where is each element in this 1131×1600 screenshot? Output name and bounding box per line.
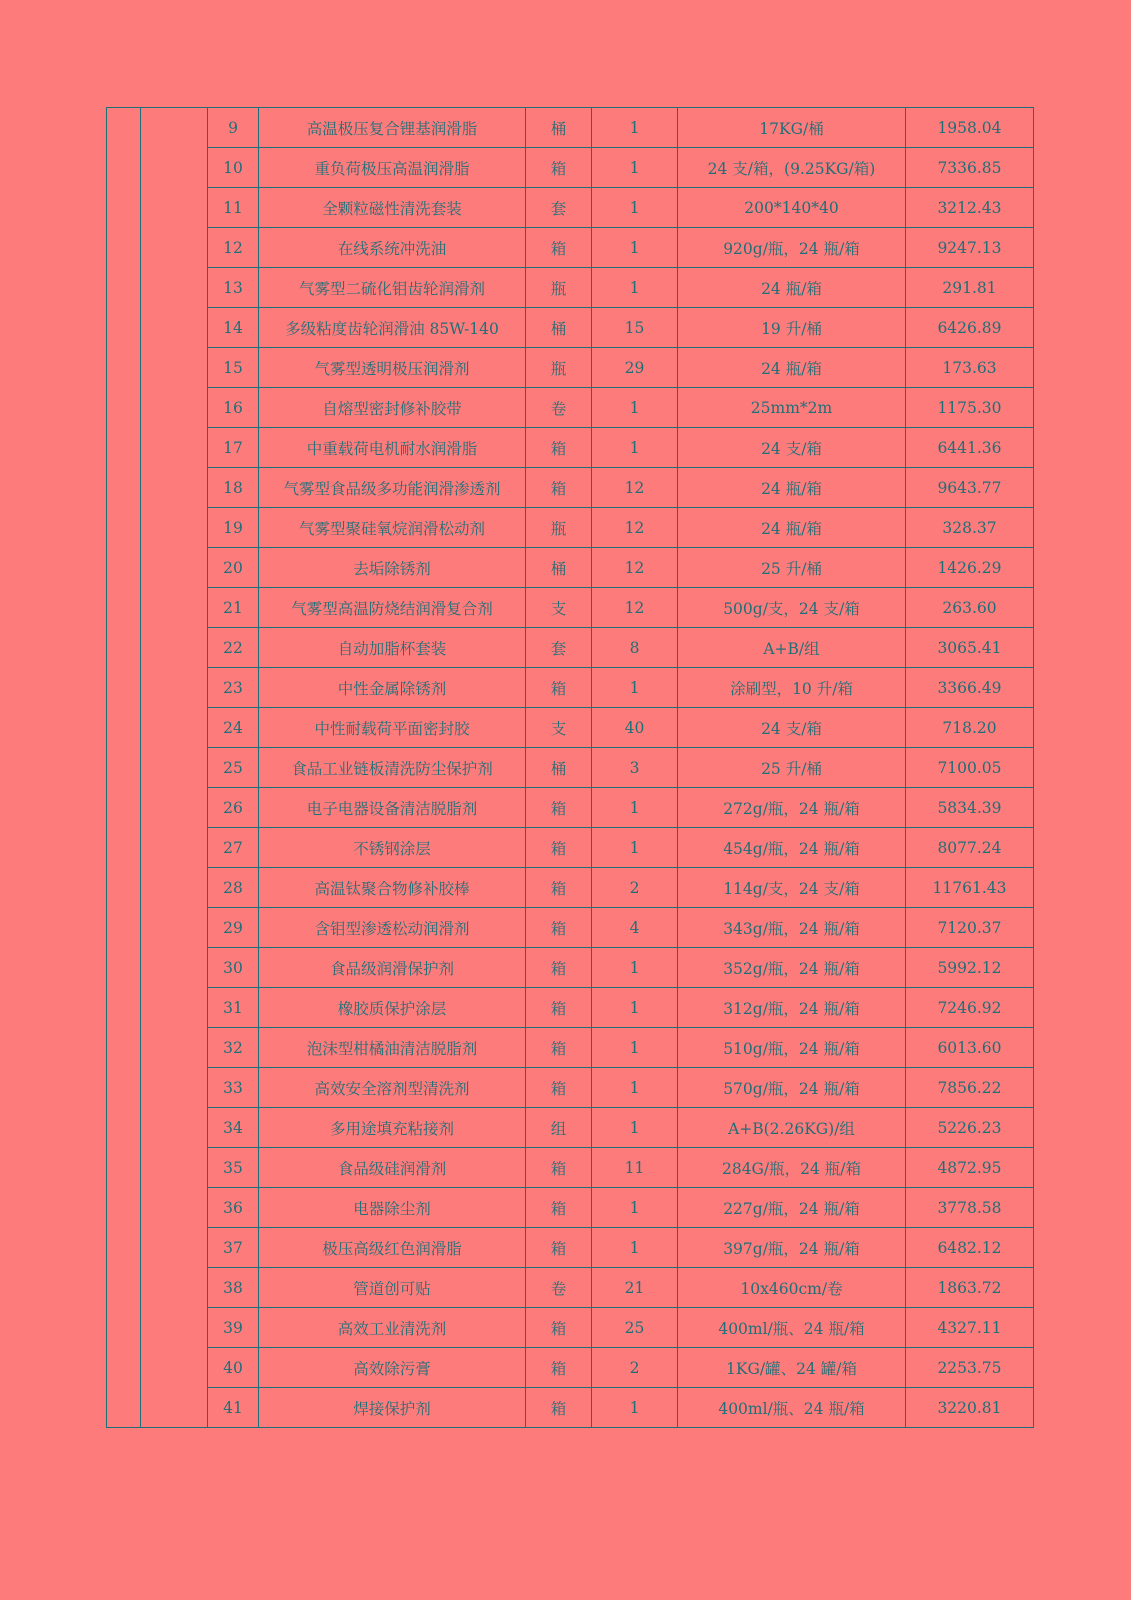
price-cell: 1958.04 — [906, 108, 1034, 148]
unit-cell: 卷 — [526, 388, 592, 428]
table-row — [107, 1148, 1034, 1188]
product-name-cell: 自熔型密封修补胶带 — [259, 388, 526, 428]
table-row — [107, 708, 1034, 748]
table-row — [107, 988, 1034, 1028]
row-number-cell: 18 — [208, 468, 259, 508]
table-row — [107, 828, 1034, 868]
product-name-cell: 高效除污膏 — [259, 1348, 526, 1388]
unit-cell: 箱 — [526, 1148, 592, 1188]
product-name-cell: 气雾型食品级多功能润滑渗透剂 — [259, 468, 526, 508]
specification-cell: 19 升/桶 — [678, 308, 906, 348]
unit-cell: 箱 — [526, 148, 592, 188]
table-row — [107, 188, 1034, 228]
product-name-cell: 多用途填充粘接剂 — [259, 1108, 526, 1148]
product-name-cell: 管道创可贴 — [259, 1268, 526, 1308]
quantity-cell: 2 — [592, 868, 678, 908]
table-row — [107, 548, 1034, 588]
price-cell: 4327.11 — [906, 1308, 1034, 1348]
price-cell: 173.63 — [906, 348, 1034, 388]
price-cell: 328.37 — [906, 508, 1034, 548]
quantity-cell: 1 — [592, 428, 678, 468]
row-number-cell: 15 — [208, 348, 259, 388]
unit-cell: 桶 — [526, 748, 592, 788]
specification-cell: A+B(2.26KG)/组 — [678, 1108, 906, 1148]
row-number-cell: 19 — [208, 508, 259, 548]
product-name-cell: 全颗粒磁性清洗套装 — [259, 188, 526, 228]
price-cell: 3065.41 — [906, 628, 1034, 668]
product-name-cell: 高效工业清洗剂 — [259, 1308, 526, 1348]
table-row — [107, 308, 1034, 348]
table-row — [107, 908, 1034, 948]
table-row — [107, 1108, 1034, 1148]
price-cell: 263.60 — [906, 588, 1034, 628]
specification-cell: 24 支/箱 — [678, 708, 906, 748]
quantity-cell: 1 — [592, 1188, 678, 1228]
product-name-cell: 中重载荷电机耐水润滑脂 — [259, 428, 526, 468]
table-row — [107, 1268, 1034, 1308]
quantity-cell: 29 — [592, 348, 678, 388]
product-name-cell: 在线系统冲洗油 — [259, 228, 526, 268]
table-row — [107, 428, 1034, 468]
price-cell: 3220.81 — [906, 1388, 1034, 1428]
price-cell: 5834.39 — [906, 788, 1034, 828]
price-cell: 8077.24 — [906, 828, 1034, 868]
unit-cell: 桶 — [526, 108, 592, 148]
table-row — [107, 388, 1034, 428]
price-cell: 7246.92 — [906, 988, 1034, 1028]
quantity-cell: 1 — [592, 948, 678, 988]
price-cell: 718.20 — [906, 708, 1034, 748]
product-name-cell: 电子电器设备清洁脱脂剂 — [259, 788, 526, 828]
row-number-cell: 29 — [208, 908, 259, 948]
specification-cell: 24 瓶/箱 — [678, 268, 906, 308]
product-name-cell: 中性耐载荷平面密封胶 — [259, 708, 526, 748]
quantity-cell: 1 — [592, 1388, 678, 1428]
unit-cell: 箱 — [526, 948, 592, 988]
quantity-cell: 12 — [592, 508, 678, 548]
quantity-cell: 15 — [592, 308, 678, 348]
specification-cell: 24 支/箱 — [678, 428, 906, 468]
row-number-cell: 24 — [208, 708, 259, 748]
unit-cell: 箱 — [526, 1228, 592, 1268]
quantity-cell: 11 — [592, 1148, 678, 1188]
row-number-cell: 17 — [208, 428, 259, 468]
table-row — [107, 1188, 1034, 1228]
product-name-cell: 自动加脂杯套装 — [259, 628, 526, 668]
price-cell: 5226.23 — [906, 1108, 1034, 1148]
product-name-cell: 焊接保护剂 — [259, 1388, 526, 1428]
table-body — [107, 108, 1034, 1428]
table-row — [107, 668, 1034, 708]
row-number-cell: 28 — [208, 868, 259, 908]
table-row — [107, 628, 1034, 668]
price-cell: 3778.58 — [906, 1188, 1034, 1228]
unit-cell: 箱 — [526, 1308, 592, 1348]
product-name-cell: 高效安全溶剂型清洗剂 — [259, 1068, 526, 1108]
specification-cell: 284G/瓶，24 瓶/箱 — [678, 1148, 906, 1188]
price-cell: 2253.75 — [906, 1348, 1034, 1388]
unit-cell: 瓶 — [526, 348, 592, 388]
price-cell: 9247.13 — [906, 228, 1034, 268]
row-number-cell: 22 — [208, 628, 259, 668]
quantity-cell: 1 — [592, 828, 678, 868]
specification-cell: 920g/瓶，24 瓶/箱 — [678, 228, 906, 268]
unit-cell: 箱 — [526, 1388, 592, 1428]
price-cell: 5992.12 — [906, 948, 1034, 988]
specification-cell: 24 瓶/箱 — [678, 348, 906, 388]
product-name-cell: 重负荷极压高温润滑脂 — [259, 148, 526, 188]
specification-cell: 10x460cm/卷 — [678, 1268, 906, 1308]
row-number-cell: 10 — [208, 148, 259, 188]
table-row — [107, 748, 1034, 788]
row-number-cell: 38 — [208, 1268, 259, 1308]
price-cell: 7336.85 — [906, 148, 1034, 188]
specification-cell: 570g/瓶，24 瓶/箱 — [678, 1068, 906, 1108]
table-row — [107, 108, 1034, 148]
price-cell: 4872.95 — [906, 1148, 1034, 1188]
row-number-cell: 21 — [208, 588, 259, 628]
specification-cell: 454g/瓶，24 瓶/箱 — [678, 828, 906, 868]
product-name-cell: 不锈钢涂层 — [259, 828, 526, 868]
price-cell: 6482.12 — [906, 1228, 1034, 1268]
quantity-cell: 1 — [592, 1108, 678, 1148]
row-number-cell: 34 — [208, 1108, 259, 1148]
price-cell: 6426.89 — [906, 308, 1034, 348]
quantity-cell: 3 — [592, 748, 678, 788]
specification-cell: 24 瓶/箱 — [678, 468, 906, 508]
specification-cell: 500g/支，24 支/箱 — [678, 588, 906, 628]
price-cell: 1863.72 — [906, 1268, 1034, 1308]
unit-cell: 箱 — [526, 1028, 592, 1068]
quantity-cell: 1 — [592, 228, 678, 268]
specification-cell: 25 升/桶 — [678, 548, 906, 588]
quantity-cell: 1 — [592, 668, 678, 708]
unit-cell: 箱 — [526, 868, 592, 908]
unit-cell: 箱 — [526, 1068, 592, 1108]
quantity-cell: 1 — [592, 788, 678, 828]
table-row — [107, 508, 1034, 548]
quantity-cell: 1 — [592, 1068, 678, 1108]
product-name-cell: 泡沫型柑橘油清洁脱脂剂 — [259, 1028, 526, 1068]
price-cell: 7100.05 — [906, 748, 1034, 788]
table-row — [107, 1228, 1034, 1268]
table-row — [107, 148, 1034, 188]
product-name-cell: 食品级硅润滑剂 — [259, 1148, 526, 1188]
product-name-cell: 气雾型聚硅氧烷润滑松动剂 — [259, 508, 526, 548]
unit-cell: 箱 — [526, 828, 592, 868]
row-number-cell: 33 — [208, 1068, 259, 1108]
table-row — [107, 1308, 1034, 1348]
specification-cell: 312g/瓶，24 瓶/箱 — [678, 988, 906, 1028]
merged-category-cell — [107, 108, 141, 1428]
table-row — [107, 788, 1034, 828]
product-name-cell: 食品工业链板清洗防尘保护剂 — [259, 748, 526, 788]
row-number-cell: 35 — [208, 1148, 259, 1188]
row-number-cell: 40 — [208, 1348, 259, 1388]
quantity-cell: 2 — [592, 1348, 678, 1388]
row-number-cell: 31 — [208, 988, 259, 1028]
row-number-cell: 39 — [208, 1308, 259, 1348]
table-row — [107, 1068, 1034, 1108]
table-row — [107, 1028, 1034, 1068]
unit-cell: 箱 — [526, 468, 592, 508]
product-name-cell: 气雾型高温防烧结润滑复合剂 — [259, 588, 526, 628]
row-number-cell: 16 — [208, 388, 259, 428]
table-row — [107, 1348, 1034, 1388]
row-number-cell: 20 — [208, 548, 259, 588]
quantity-cell: 1 — [592, 988, 678, 1028]
product-price-table — [106, 107, 1034, 1428]
price-cell: 6013.60 — [906, 1028, 1034, 1068]
specification-cell: 114g/支，24 支/箱 — [678, 868, 906, 908]
specification-cell: 25mm*2m — [678, 388, 906, 428]
unit-cell: 箱 — [526, 1348, 592, 1388]
quantity-cell: 4 — [592, 908, 678, 948]
row-number-cell: 37 — [208, 1228, 259, 1268]
quantity-cell: 1 — [592, 388, 678, 428]
quantity-cell: 21 — [592, 1268, 678, 1308]
quantity-cell: 12 — [592, 468, 678, 508]
unit-cell: 桶 — [526, 308, 592, 348]
price-cell: 3366.49 — [906, 668, 1034, 708]
table-row — [107, 588, 1034, 628]
row-number-cell: 13 — [208, 268, 259, 308]
unit-cell: 箱 — [526, 988, 592, 1028]
row-number-cell: 9 — [208, 108, 259, 148]
quantity-cell: 1 — [592, 188, 678, 228]
specification-cell: 17KG/桶 — [678, 108, 906, 148]
specification-cell: 400ml/瓶、24 瓶/箱 — [678, 1388, 906, 1428]
unit-cell: 箱 — [526, 668, 592, 708]
quantity-cell: 12 — [592, 588, 678, 628]
specification-cell: 343g/瓶，24 瓶/箱 — [678, 908, 906, 948]
price-cell: 291.81 — [906, 268, 1034, 308]
price-cell: 1175.30 — [906, 388, 1034, 428]
price-cell: 7856.22 — [906, 1068, 1034, 1108]
table-row — [107, 268, 1034, 308]
table-row — [107, 1388, 1034, 1428]
specification-cell: 200*140*40 — [678, 188, 906, 228]
price-cell: 1426.29 — [906, 548, 1034, 588]
specification-cell: 227g/瓶，24 瓶/箱 — [678, 1188, 906, 1228]
specification-cell: 涂刷型，10 升/箱 — [678, 668, 906, 708]
row-number-cell: 26 — [208, 788, 259, 828]
unit-cell: 箱 — [526, 428, 592, 468]
quantity-cell: 1 — [592, 268, 678, 308]
specification-cell: 272g/瓶，24 瓶/箱 — [678, 788, 906, 828]
table-row — [107, 468, 1034, 508]
price-cell: 7120.37 — [906, 908, 1034, 948]
price-cell: 11761.43 — [906, 868, 1034, 908]
unit-cell: 支 — [526, 588, 592, 628]
specification-cell: 400ml/瓶、24 瓶/箱 — [678, 1308, 906, 1348]
product-name-cell: 气雾型透明极压润滑剂 — [259, 348, 526, 388]
product-name-cell: 含钼型渗透松动润滑剂 — [259, 908, 526, 948]
table-row — [107, 868, 1034, 908]
row-number-cell: 30 — [208, 948, 259, 988]
quantity-cell: 12 — [592, 548, 678, 588]
unit-cell: 箱 — [526, 788, 592, 828]
quantity-cell: 1 — [592, 108, 678, 148]
product-name-cell: 高温钛聚合物修补胶棒 — [259, 868, 526, 908]
row-number-cell: 23 — [208, 668, 259, 708]
merged-group-cell — [141, 108, 208, 1428]
specification-cell: 24 瓶/箱 — [678, 508, 906, 548]
unit-cell: 卷 — [526, 1268, 592, 1308]
specification-cell: 352g/瓶，24 瓶/箱 — [678, 948, 906, 988]
row-number-cell: 11 — [208, 188, 259, 228]
row-number-cell: 36 — [208, 1188, 259, 1228]
specification-cell: 25 升/桶 — [678, 748, 906, 788]
quantity-cell: 8 — [592, 628, 678, 668]
quantity-cell: 25 — [592, 1308, 678, 1348]
product-name-cell: 极压高级红色润滑脂 — [259, 1228, 526, 1268]
row-number-cell: 32 — [208, 1028, 259, 1068]
product-name-cell: 食品级润滑保护剂 — [259, 948, 526, 988]
unit-cell: 桶 — [526, 548, 592, 588]
specification-cell: 510g/瓶，24 瓶/箱 — [678, 1028, 906, 1068]
unit-cell: 支 — [526, 708, 592, 748]
product-name-cell: 电器除尘剂 — [259, 1188, 526, 1228]
specification-cell: 397g/瓶，24 瓶/箱 — [678, 1228, 906, 1268]
quantity-cell: 40 — [592, 708, 678, 748]
row-number-cell: 12 — [208, 228, 259, 268]
product-name-cell: 气雾型二硫化钼齿轮润滑剂 — [259, 268, 526, 308]
unit-cell: 箱 — [526, 1188, 592, 1228]
product-name-cell: 多级粘度齿轮润滑油 85W-140 — [259, 308, 526, 348]
quantity-cell: 1 — [592, 1028, 678, 1068]
unit-cell: 组 — [526, 1108, 592, 1148]
product-name-cell: 中性金属除锈剂 — [259, 668, 526, 708]
row-number-cell: 41 — [208, 1388, 259, 1428]
unit-cell: 瓶 — [526, 268, 592, 308]
unit-cell: 箱 — [526, 228, 592, 268]
quantity-cell: 1 — [592, 148, 678, 188]
unit-cell: 套 — [526, 628, 592, 668]
table-row — [107, 348, 1034, 388]
row-number-cell: 25 — [208, 748, 259, 788]
specification-cell: 24 支/箱，(9.25KG/箱) — [678, 148, 906, 188]
price-cell: 9643.77 — [906, 468, 1034, 508]
product-name-cell: 橡胶质保护涂层 — [259, 988, 526, 1028]
unit-cell: 箱 — [526, 908, 592, 948]
specification-cell: A+B/组 — [678, 628, 906, 668]
table-row — [107, 228, 1034, 268]
specification-cell: 1KG/罐、24 罐/箱 — [678, 1348, 906, 1388]
product-name-cell: 去垢除锈剂 — [259, 548, 526, 588]
unit-cell: 套 — [526, 188, 592, 228]
product-name-cell: 高温极压复合锂基润滑脂 — [259, 108, 526, 148]
table-row — [107, 948, 1034, 988]
price-cell: 3212.43 — [906, 188, 1034, 228]
row-number-cell: 14 — [208, 308, 259, 348]
row-number-cell: 27 — [208, 828, 259, 868]
unit-cell: 瓶 — [526, 508, 592, 548]
quantity-cell: 1 — [592, 1228, 678, 1268]
price-cell: 6441.36 — [906, 428, 1034, 468]
